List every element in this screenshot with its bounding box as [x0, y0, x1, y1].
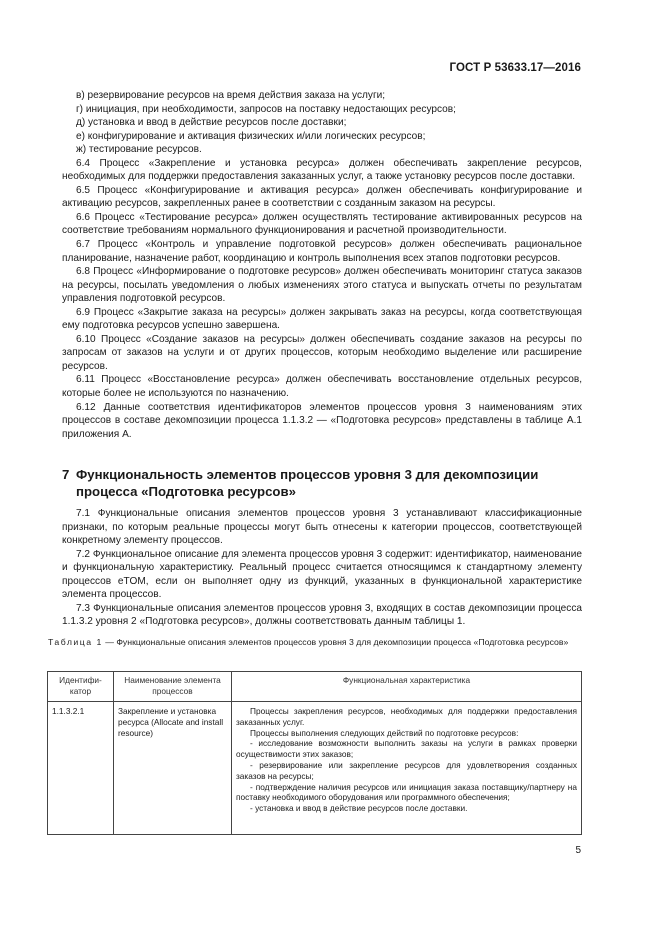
- paragraph: 6.4 Процесс «Закрепление и установка ресурса» должен обеспечивать закрепление ресурсов, необходимых для поддержки предоставления заказанных услуг, а также установку ресурсов после доставки.: [62, 157, 582, 183]
- paragraph: 6.9 Процесс «Закрытие заказа на ресурсы» должен закрывать заказ на ресурсы, когда соответствующая ему подготовка ресурсов успешно завершена.: [62, 306, 582, 332]
- paragraph: 7.3 Функциональные описания элементов процессов уровня 3, входящих в состав декомпозиции процесса 1.1.3.2 уровня 2 «Подготовка ресурсов», должны соответствовать данным таблицы 1.: [62, 602, 582, 628]
- list-item: в) резервирование ресурсов на время действия заказа на услуги;: [76, 90, 386, 101]
- description-line: - подтверждение наличия ресурсов или инициация заказа поставщику/партнеру на поставку необходимого оборудования или программного обеспечения;: [236, 781, 577, 803]
- paragraph: 7.2 Функциональное описание для элемента процессов уровня 3 содержит: идентификатор, наименование и функциональную характеристику. Реальный процесс считается относящимся к стандартному элементу процессов eTOM, если он выполняет одну из функций, указанных в функциональной характеристике элемента процессов.: [62, 548, 582, 601]
- description-line: - резервирование или закрепление ресурсов для удовлетворения созданных заказов на ресурсы;: [236, 759, 577, 781]
- section-7-text: [62, 507, 582, 629]
- table-caption: [48, 637, 588, 649]
- table-caption-label: Таблица 1: [48, 637, 103, 647]
- description-line: - исследование возможности выполнить заказы на услуги в рамках проверки осуществимости этих заказов;: [236, 738, 577, 760]
- paragraph: 6.10 Процесс «Создание заказов на ресурсы» должен обеспечивать создание заказов на ресурсы по запросам от заказов на услуги и от других процессов, которым необходимо выделение или расширение ресурсов.: [62, 333, 582, 372]
- section-title-line2: процесса «Подготовка ресурсов»: [76, 483, 296, 499]
- list-item: ж) тестирование ресурсов.: [76, 144, 202, 156]
- table-header-row: [48, 672, 582, 702]
- page-number: 5: [575, 845, 581, 856]
- paragraph: 6.7 Процесс «Контроль и управление подготовкой ресурсов» должен обеспечивать рациональное планирование, назначение работ, координацию и контроль выполнения всех этапов подготовки ресурсов.: [62, 239, 582, 264]
- section-number: 7: [62, 467, 70, 482]
- paragraph: 6.8 Процесс «Информирование о подготовке ресурсов» должен обеспечивать мониторинг статуса заказов на ресурсы, посылать уведомления о любых изменениях этого статуса и выпускать отчеты по результатам управления подготовкой ресурсов.: [62, 266, 582, 305]
- description-line: - установка и ввод в действие ресурсов после доставки.: [250, 803, 468, 814]
- paragraph: 6.5 Процесс «Конфигурирование и активация ресурса» должен обеспечивать конфигурирование и активацию ресурсов, закрепленных ранее в соответствии с созданным заказом на ресурсы.: [62, 184, 582, 210]
- cell-functional-characteristic: [232, 702, 582, 835]
- paragraph: 6.6 Процесс «Тестирование ресурса» должен осуществлять тестирование активированных ресурсов на соответствие требованиям нормального функционирования и расчетной производительности.: [62, 211, 582, 237]
- list-item: е) конфигурирование и активация физических и/или логических ресурсов;: [76, 130, 426, 142]
- description-line: Процессы выполнения следующих действий по подготовке ресурсов:: [250, 727, 519, 738]
- paragraph: 6.12 Данные соответствия идентификаторов элементов процессов уровня 3 наименованиям этих процессов в составе декомпозиции процесса 1.1.3.2 — «Подготовка ресурсов» представлены в таблице А.1 приложения А.: [62, 401, 582, 440]
- standard-number: ГОСТ Р 53633.17—2016: [449, 62, 581, 74]
- header-identifier: Идентифи-катор: [48, 672, 114, 702]
- cell-identifier: 1.1.3.2.1: [48, 702, 114, 835]
- section-7-heading: [62, 467, 582, 500]
- header-element-name: Наименование элемента процессов: [114, 672, 232, 702]
- cell-element-name: Закрепление и установка ресурса (Allocate and install resource): [114, 702, 232, 835]
- functional-description-table: [47, 671, 582, 835]
- description-line: Процессы закрепления ресурсов, необходимых для поддержки предоставления заказанных услуг.: [236, 706, 577, 727]
- table-row: [48, 702, 582, 835]
- table-caption-text: — Функциональные описания элементов процессов уровня 3 для декомпозиции процесса «Подготовка ресурсов»: [102, 637, 569, 647]
- paragraph: 6.11 Процесс «Восстановление ресурса» должен обеспечивать восстановление отдельных ресурсов, которые более не используются по назначению.: [62, 374, 582, 400]
- header-functional-characteristic: Функциональная характеристика: [232, 672, 582, 702]
- list-item: д) установка и ввод в действие ресурсов после доставки;: [76, 117, 347, 129]
- paragraph: 7.1 Функциональные описания элементов процессов уровня 3 устанавливают классификационные признаки, по которым реальные процессы могут быть отнесены к категории процессов, соответствующей конкретному элементу процессов.: [62, 508, 582, 547]
- section-6-text: [62, 89, 582, 441]
- section-title-line1: Функциональность элементов процессов уровня 3 для декомпозиции: [76, 467, 539, 482]
- list-item: г) инициация, при необходимости, запросов на поставку недостающих ресурсов;: [76, 103, 456, 115]
